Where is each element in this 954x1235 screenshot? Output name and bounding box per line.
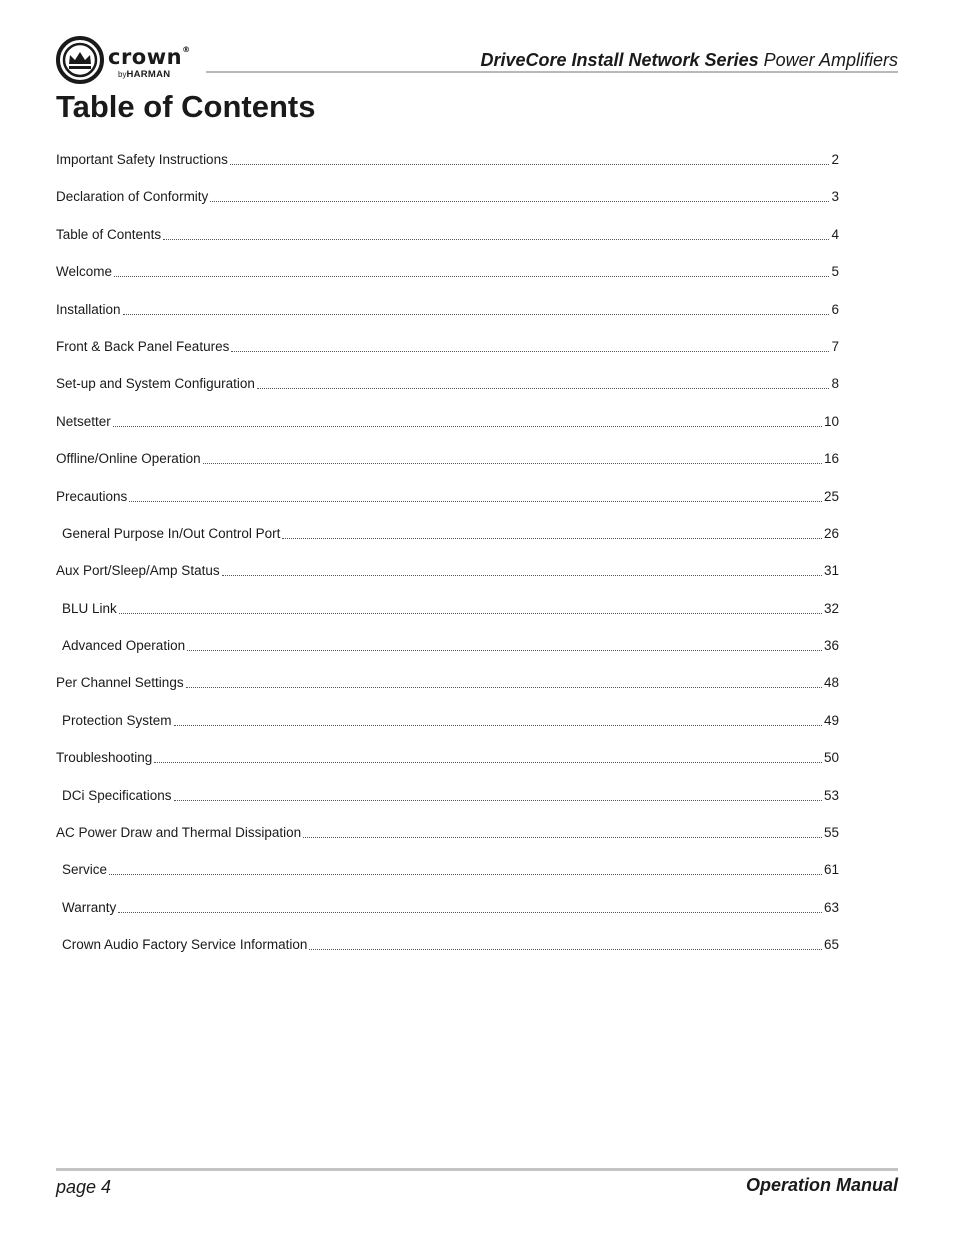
- toc-entry-page: 61: [823, 862, 839, 878]
- toc-entry[interactable]: [56, 561, 839, 598]
- toc-entry-page: 10: [823, 413, 839, 429]
- toc-entry-title: AC Power Draw and Thermal Dissipation: [56, 825, 302, 841]
- toc-entry-page: 49: [823, 712, 839, 728]
- toc-entry-title: Aux Port/Sleep/Amp Status: [56, 563, 220, 579]
- toc-entry-page: 25: [823, 488, 839, 504]
- toc-entry-page: 32: [823, 600, 839, 616]
- toc-entry[interactable]: [56, 300, 839, 337]
- toc-entry-page: 8: [831, 376, 839, 392]
- toc-entry[interactable]: [56, 150, 839, 187]
- toc-entry-page: 5: [831, 264, 839, 280]
- toc-entry-title: Netsetter: [56, 413, 111, 429]
- toc-entry-page: 26: [823, 525, 839, 541]
- toc-entry-title: Troubleshooting: [56, 750, 153, 766]
- toc-dot-leader: [231, 337, 829, 357]
- series-title: [480, 50, 898, 71]
- footer-rule: [56, 1168, 898, 1171]
- toc-entry[interactable]: [56, 599, 839, 636]
- crown-logo: [56, 36, 206, 86]
- toc-entry[interactable]: [56, 860, 839, 897]
- toc-entry-title: Crown Audio Factory Service Information: [62, 937, 308, 953]
- toc-entry[interactable]: [56, 786, 839, 823]
- logo-byline: byHARMAN: [118, 69, 171, 80]
- toc-entry[interactable]: [56, 823, 839, 860]
- toc-entry[interactable]: [56, 711, 839, 748]
- toc-dot-leader: [118, 898, 822, 918]
- toc-entry-title: BLU Link: [62, 600, 117, 616]
- toc-dot-leader: [109, 860, 822, 880]
- toc-entry-title: Offline/Online Operation: [56, 451, 201, 467]
- toc-dot-leader: [210, 187, 829, 207]
- toc-entry-title: Advanced Operation: [62, 638, 186, 654]
- toc-entry-page: 3: [831, 189, 839, 205]
- footer-page-number: page 4: [56, 1177, 112, 1197]
- toc-entry-page: 55: [823, 825, 839, 841]
- page-title: Table of Contents: [56, 89, 316, 124]
- toc-dot-leader: [154, 748, 822, 768]
- toc-entry[interactable]: [56, 487, 839, 524]
- toc-entry[interactable]: [56, 374, 839, 411]
- toc-dot-leader: [230, 150, 830, 170]
- series-name: DriveCore Install Network Series: [480, 50, 759, 70]
- toc-entry[interactable]: [56, 636, 839, 673]
- toc-entry-page: 50: [823, 750, 839, 766]
- toc-entry-title: Per Channel Settings: [56, 675, 184, 691]
- toc-dot-leader: [186, 673, 822, 693]
- table-of-contents: [56, 150, 839, 973]
- toc-dot-leader: [203, 449, 822, 469]
- toc-dot-leader: [282, 524, 822, 544]
- toc-dot-leader: [119, 599, 822, 619]
- toc-entry[interactable]: [56, 225, 839, 262]
- toc-entry-title: Table of Contents: [56, 226, 162, 242]
- toc-entry-page: 16: [823, 451, 839, 467]
- toc-dot-leader: [303, 823, 822, 843]
- toc-entry[interactable]: [56, 748, 839, 785]
- toc-entry-page: 7: [831, 338, 839, 354]
- toc-entry-page: 6: [831, 301, 839, 317]
- toc-dot-leader: [129, 487, 822, 507]
- toc-entry[interactable]: [56, 449, 839, 486]
- toc-entry-title: Front & Back Panel Features: [56, 338, 230, 354]
- toc-entry-title: Important Safety Instructions: [56, 152, 228, 167]
- toc-entry-title: Declaration of Conformity: [56, 189, 209, 205]
- toc-entry-page: 31: [823, 563, 839, 579]
- toc-entry-title: Warranty: [62, 899, 117, 915]
- toc-dot-leader: [309, 935, 822, 955]
- series-subtitle: Power Amplifiers: [763, 50, 898, 70]
- toc-entry-title: Installation: [56, 301, 121, 317]
- crown-icon: [56, 36, 104, 84]
- toc-entry-title: Set-up and System Configuration: [56, 376, 255, 392]
- toc-entry[interactable]: [56, 524, 839, 561]
- logo-wordmark: crown®: [108, 45, 191, 69]
- toc-entry[interactable]: [56, 673, 839, 710]
- toc-entry-page: 63: [823, 899, 839, 915]
- toc-dot-leader: [163, 225, 829, 245]
- page-header: [56, 36, 898, 86]
- toc-entry-page: 65: [823, 937, 839, 953]
- toc-entry[interactable]: [56, 898, 839, 935]
- toc-entry-page: 36: [823, 638, 839, 654]
- toc-entry-title: Precautions: [56, 488, 128, 504]
- toc-entry[interactable]: [56, 187, 839, 224]
- toc-entry[interactable]: [56, 935, 839, 972]
- footer-manual-title: Operation Manual: [745, 1175, 898, 1195]
- toc-dot-leader: [257, 374, 830, 394]
- toc-entry-title: DCi Specifications: [62, 787, 172, 803]
- toc-entry-title: Welcome: [56, 264, 113, 280]
- toc-entry[interactable]: [56, 262, 839, 299]
- toc-entry[interactable]: [56, 337, 839, 374]
- toc-dot-leader: [123, 300, 830, 320]
- toc-entry-title: Service: [62, 862, 108, 878]
- toc-dot-leader: [222, 561, 822, 581]
- toc-dot-leader: [113, 412, 822, 432]
- toc-entry[interactable]: [56, 412, 839, 449]
- toc-entry-page: 53: [823, 787, 839, 803]
- toc-dot-leader: [187, 636, 822, 656]
- toc-entry-title: Protection System: [62, 712, 172, 728]
- header-rule: [206, 71, 898, 73]
- toc-dot-leader: [174, 711, 822, 731]
- toc-entry-title: General Purpose In/Out Control Port: [62, 525, 281, 541]
- toc-entry-page: 48: [823, 675, 839, 691]
- toc-dot-leader: [174, 786, 822, 806]
- toc-entry-page: 2: [831, 152, 839, 167]
- toc-dot-leader: [114, 262, 829, 282]
- toc-entry-page: 4: [831, 226, 839, 242]
